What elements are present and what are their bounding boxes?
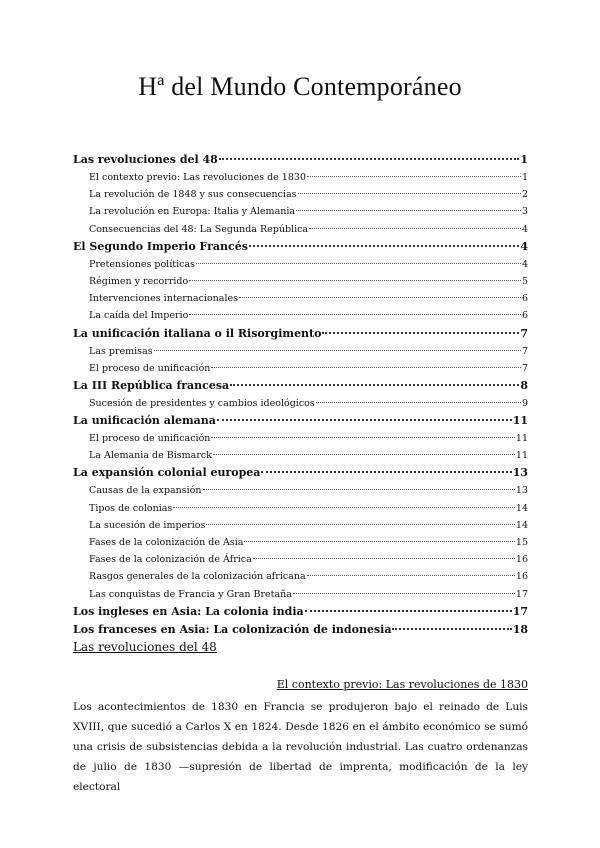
toc-chapter-entry[interactable] — [73, 464, 528, 482]
toc-entry-title: La caída del Imperio — [89, 310, 189, 322]
toc-dot-leader — [219, 158, 520, 160]
toc-dot-leader — [211, 437, 514, 438]
toc-chapter-entry[interactable] — [73, 151, 528, 169]
toc-page-number: 7 — [521, 345, 528, 357]
toc-dot-leader — [173, 507, 515, 508]
toc-entry-title: Causas de la expansión — [89, 485, 202, 497]
section-heading: El contexto previo: Las revoluciones de 1830 — [276, 678, 528, 691]
toc-page-number: 9 — [521, 397, 528, 409]
toc-entry-title: Los ingleses en Asia: La colonia india — [73, 604, 304, 618]
toc-dot-leader — [213, 454, 515, 455]
toc-dot-leader — [217, 419, 512, 421]
toc-chapter-entry[interactable] — [73, 621, 528, 639]
toc-section-entry[interactable] — [73, 447, 528, 464]
toc-dot-leader — [322, 332, 519, 334]
chapter-heading: Las revoluciones del 48 — [73, 640, 217, 654]
toc-page-number: 18 — [512, 622, 528, 636]
toc-entry-title: El contexto previo: Las revoluciones de 1830 — [89, 172, 306, 183]
toc-dot-leader — [307, 176, 521, 177]
toc-section-entry[interactable] — [73, 307, 528, 324]
toc-dot-leader — [189, 280, 521, 281]
toc-dot-leader — [154, 350, 521, 351]
toc-section-entry[interactable] — [73, 568, 528, 585]
toc-dot-leader — [392, 628, 511, 630]
toc-entry-title: La sucesión de imperios — [89, 519, 206, 531]
toc-entry-title: Los franceses en Asia: La colonización de indonesia — [73, 622, 392, 636]
toc-section-entry[interactable] — [73, 500, 528, 517]
toc-page-number: 4 — [520, 239, 528, 253]
toc-page-number: 6 — [521, 293, 528, 305]
toc-dot-leader — [261, 471, 511, 473]
toc-entry-title: Fases de la colonización de África — [89, 554, 252, 566]
toc-page-number: 16 — [515, 571, 528, 583]
toc-page-number: 7 — [520, 326, 528, 340]
toc-chapter-entry[interactable] — [73, 377, 528, 395]
toc-entry-title: Rasgos generales de la colonización africana — [89, 571, 306, 583]
toc-page-number: 11 — [515, 450, 528, 462]
toc-section-entry[interactable] — [73, 482, 528, 499]
toc-dot-leader — [253, 558, 515, 559]
toc-page-number: 5 — [521, 275, 528, 287]
toc-entry-title: La Alemania de Bismarck — [89, 450, 212, 462]
toc-section-entry[interactable] — [73, 203, 528, 220]
toc-page-number: 17 — [512, 604, 528, 618]
toc-section-entry[interactable] — [73, 430, 528, 447]
table-of-contents — [73, 151, 528, 639]
toc-page-number: 2 — [521, 189, 528, 201]
document-title: Hª del Mundo Contemporáneo — [138, 72, 462, 101]
toc-dot-leader — [196, 263, 521, 264]
toc-dot-leader — [203, 489, 515, 490]
toc-page-number: 14 — [515, 519, 528, 531]
toc-dot-leader — [305, 610, 512, 612]
toc-entry-title: El Segundo Imperio Francés — [73, 239, 248, 253]
toc-chapter-entry[interactable] — [73, 603, 528, 621]
toc-entry-title: La unificación alemana — [73, 414, 216, 428]
toc-entry-title: Tipos de colonias — [89, 502, 173, 514]
toc-section-entry[interactable] — [73, 395, 528, 412]
toc-section-entry[interactable] — [73, 517, 528, 534]
toc-page-number: 1 — [521, 172, 528, 183]
toc-page-number: 17 — [515, 588, 528, 600]
toc-dot-leader — [309, 228, 521, 229]
toc-page-number: 4 — [521, 223, 528, 235]
toc-entry-title: Fases de la colonización de Asia — [89, 537, 244, 548]
toc-dot-leader — [244, 541, 514, 542]
toc-dot-leader — [249, 245, 519, 247]
toc-page-number: 14 — [515, 502, 528, 514]
toc-dot-leader — [239, 297, 521, 298]
toc-dot-leader — [230, 384, 519, 386]
toc-entry-title: El proceso de unificación — [89, 433, 211, 445]
toc-dot-leader — [206, 524, 515, 525]
toc-entry-title: Consecuencias del 48: La Segunda República — [89, 223, 309, 235]
toc-page-number: 15 — [515, 537, 528, 548]
toc-section-entry[interactable] — [73, 586, 528, 603]
toc-page-number: 13 — [512, 466, 528, 480]
toc-page-number: 11 — [515, 433, 528, 445]
toc-section-entry[interactable] — [73, 273, 528, 290]
toc-page-number: 6 — [521, 310, 528, 322]
toc-page-number: 16 — [515, 554, 528, 566]
toc-entry-title: Las conquistas de Francia y Gran Bretaña — [89, 588, 292, 600]
toc-entry-title: El proceso de unificación — [89, 362, 211, 374]
toc-dot-leader — [298, 193, 521, 194]
toc-section-entry[interactable] — [73, 256, 528, 273]
toc-entry-title: La III República francesa — [73, 378, 230, 392]
toc-section-entry[interactable] — [73, 343, 528, 360]
toc-entry-title: La expansión colonial europea — [73, 466, 261, 480]
toc-entry-title: La revolución de 1848 y sus consecuencias — [89, 189, 297, 201]
toc-dot-leader — [307, 575, 515, 576]
toc-entry-title: La revolución en Europa: Italia y Alemania — [89, 206, 296, 218]
toc-section-entry[interactable] — [73, 221, 528, 238]
toc-page-number: 7 — [521, 362, 528, 374]
toc-page-number: 3 — [521, 206, 528, 218]
toc-dot-leader — [211, 367, 521, 368]
toc-dot-leader — [189, 314, 521, 315]
toc-section-entry[interactable] — [73, 534, 528, 551]
toc-section-entry[interactable] — [73, 186, 528, 203]
toc-entry-title: Las premisas — [89, 345, 153, 357]
toc-page-number: 1 — [520, 153, 528, 166]
toc-page-number: 4 — [521, 258, 528, 270]
toc-dot-leader — [316, 402, 521, 403]
toc-entry-title: Sucesión de presidentes y cambios ideológicos — [89, 397, 315, 409]
toc-dot-leader — [296, 210, 521, 211]
toc-entry-title: Las revoluciones del 48 — [73, 153, 218, 166]
toc-entry-title: Régimen y recorrido — [89, 275, 189, 287]
toc-section-entry[interactable] — [73, 290, 528, 307]
toc-chapter-entry[interactable] — [73, 238, 528, 256]
toc-section-entry[interactable] — [73, 551, 528, 568]
toc-section-entry[interactable] — [73, 169, 528, 186]
toc-page-number: 8 — [520, 378, 528, 392]
toc-entry-title: Pretensiones políticas — [89, 258, 195, 270]
toc-chapter-entry[interactable] — [73, 325, 528, 343]
toc-entry-title: La unificación italiana o il Risorgimento — [73, 326, 322, 340]
toc-entry-title: Intervenciones internacionales — [89, 293, 238, 305]
toc-dot-leader — [293, 593, 515, 594]
body-paragraph: Los acontecimientos de 1830 en Francia se produjeron bajo el reinado de Luis XVIII, que sucedió a Carlos X en 1824. Desde 1826 en el ámbito económico se sumó una crisis de subsistencias debida a la revolución industrial. Las cuatro ordenanzas de julio de 1830 —supresión de libertad de imprenta, modificación de la ley electoral — [73, 701, 528, 793]
toc-page-number: 11 — [512, 414, 528, 428]
toc-chapter-entry[interactable] — [73, 412, 528, 430]
toc-page-number: 13 — [515, 485, 528, 497]
toc-section-entry[interactable] — [73, 360, 528, 377]
